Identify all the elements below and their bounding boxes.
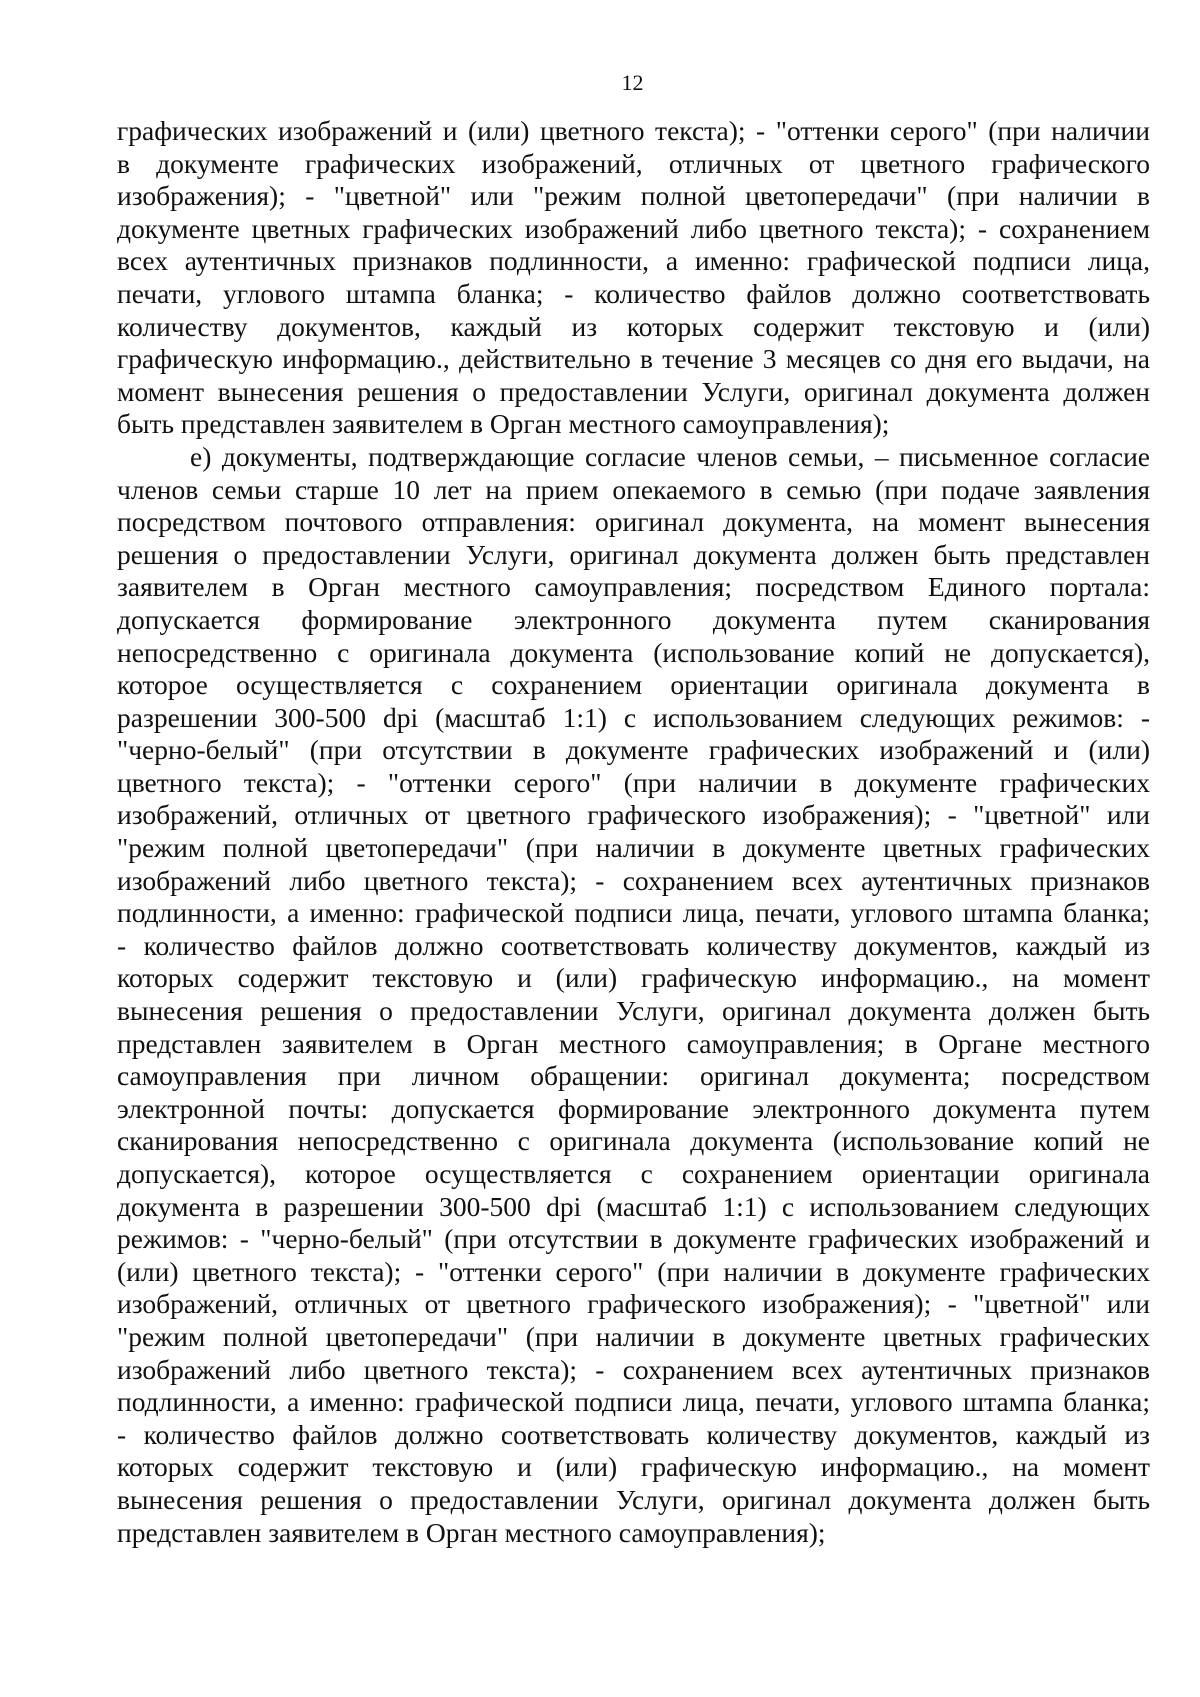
text-line: допускается формирование электронного документа путем сканирования (117, 603, 1150, 635)
text-line: "режим полной цветопередачи" (при наличии в документе цветных графических (117, 832, 1150, 864)
text-line: решения о предоставлении Услуги, оригинал документа должен быть представлен (117, 538, 1150, 570)
text-line: посредством почтового отправления: оригинал документа, на момент вынесения (117, 506, 1150, 538)
text-line: подлинности, а именно: графической подписи лица, печати, углового штампа бланка; (117, 1386, 1150, 1418)
text-line: документе цветных графических изображений либо цветного текста); - сохранением (117, 212, 1150, 244)
text-line: непосредственно с оригинала документа (использование копий не допускается), (117, 636, 1150, 668)
paragraph (117, 115, 1150, 441)
page-number: 12 (621, 70, 644, 95)
text-line: (или) цветного текста); - "оттенки серого" (при наличии в документе графических (117, 1255, 1150, 1287)
text-line: вынесения решения о предоставлении Услуги, оригинал документа должен быть (117, 1483, 1150, 1515)
text-line: изображений либо цветного текста); - сохранением всех аутентичных признаков (117, 864, 1150, 896)
text-line: изображений либо цветного текста); - сохранением всех аутентичных признаков (117, 1353, 1150, 1385)
paragraph (117, 441, 1150, 1549)
text-line: - количество файлов должно соответствовать количеству документов, каждый из (117, 929, 1150, 961)
text-line: самоуправления при личном обращении: оригинал документа; посредством (117, 1060, 1150, 1092)
text-line: печати, углового штампа бланка; - количество файлов должно соответствовать (117, 277, 1150, 309)
text-line: документа в разрешении 300-500 dpi (масштаб 1:1) с использованием следующих (117, 1190, 1150, 1222)
text-line: электронной почты: допускается формирование электронного документа путем (117, 1092, 1150, 1124)
text-line: режимов: - "черно-белый" (при отсутствии в документе графических изображений и (117, 1223, 1150, 1255)
text-line: "черно-белый" (при отсутствии в документе графических изображений и (или) (117, 734, 1150, 766)
text-line: изображений, отличных от цветного графического изображения); - "цветной" или (117, 1288, 1150, 1320)
text-line: подлинности, а именно: графической подписи лица, печати, углового штампа бланка; (117, 897, 1150, 929)
text-line: разрешении 300-500 dpi (масштаб 1:1) с использованием следующих режимов: - (117, 701, 1150, 733)
text-line: представлен заявителем в Орган местного самоуправления; в Органе местного (117, 1027, 1150, 1059)
text-line: изображений, отличных от цветного графического изображения); - "цветной" или (117, 799, 1150, 831)
text-line: всех аутентичных признаков подлинности, а именно: графической подписи лица, (117, 245, 1150, 277)
text-line: вынесения решения о предоставлении Услуги, оригинал документа должен быть (117, 995, 1150, 1027)
text-line: цветного текста); - "оттенки серого" (при наличии в документе графических (117, 766, 1150, 798)
text-line: заявителем в Орган местного самоуправления; посредством Единого портала: (117, 571, 1150, 603)
text-line: в документе графических изображений, отличных от цветного графического (117, 147, 1150, 179)
text-line: графическую информацию., действительно в течение 3 месяцев со дня его выдачи, на (117, 343, 1150, 375)
text-line: которых содержит текстовую и (или) графическую информацию., на момент (117, 1451, 1150, 1483)
document-body (117, 115, 1150, 1549)
text-line: членов семьи старше 10 лет на прием опекаемого в семью (при подаче заявления (117, 473, 1150, 505)
text-line: е) документы, подтверждающие согласие членов семьи, – письменное согласие (190, 440, 1150, 472)
text-line: изображения); - "цветной" или "режим полной цветопередачи" (при наличии в (117, 180, 1150, 212)
text-line: сканирования непосредственно с оригинала документа (использование копий не (117, 1125, 1150, 1157)
text-line: количеству документов, каждый из которых содержит текстовую и (или) (117, 310, 1150, 342)
text-line: допускается), которое осуществляется с сохранением ориентации оригинала (117, 1158, 1150, 1189)
text-line: представлен заявителем в Орган местного самоуправления); (117, 1516, 826, 1548)
text-line: быть представлен заявителем в Орган местного самоуправления); (117, 408, 890, 440)
text-line: которое осуществляется с сохранением ориентации оригинала документа в (117, 669, 1150, 701)
text-line: графических изображений и (или) цветного текста); - "оттенки серого" (при наличии (117, 115, 1150, 146)
text-line: которых содержит текстовую и (или) графическую информацию., на момент (117, 962, 1150, 994)
text-line: "режим полной цветопередачи" (при наличии в документе цветных графических (117, 1320, 1150, 1352)
text-line: - количество файлов должно соответствовать количеству документов, каждый из (117, 1418, 1150, 1450)
text-line: момент вынесения решения о предоставлении Услуги, оригинал документа должен (117, 375, 1150, 407)
